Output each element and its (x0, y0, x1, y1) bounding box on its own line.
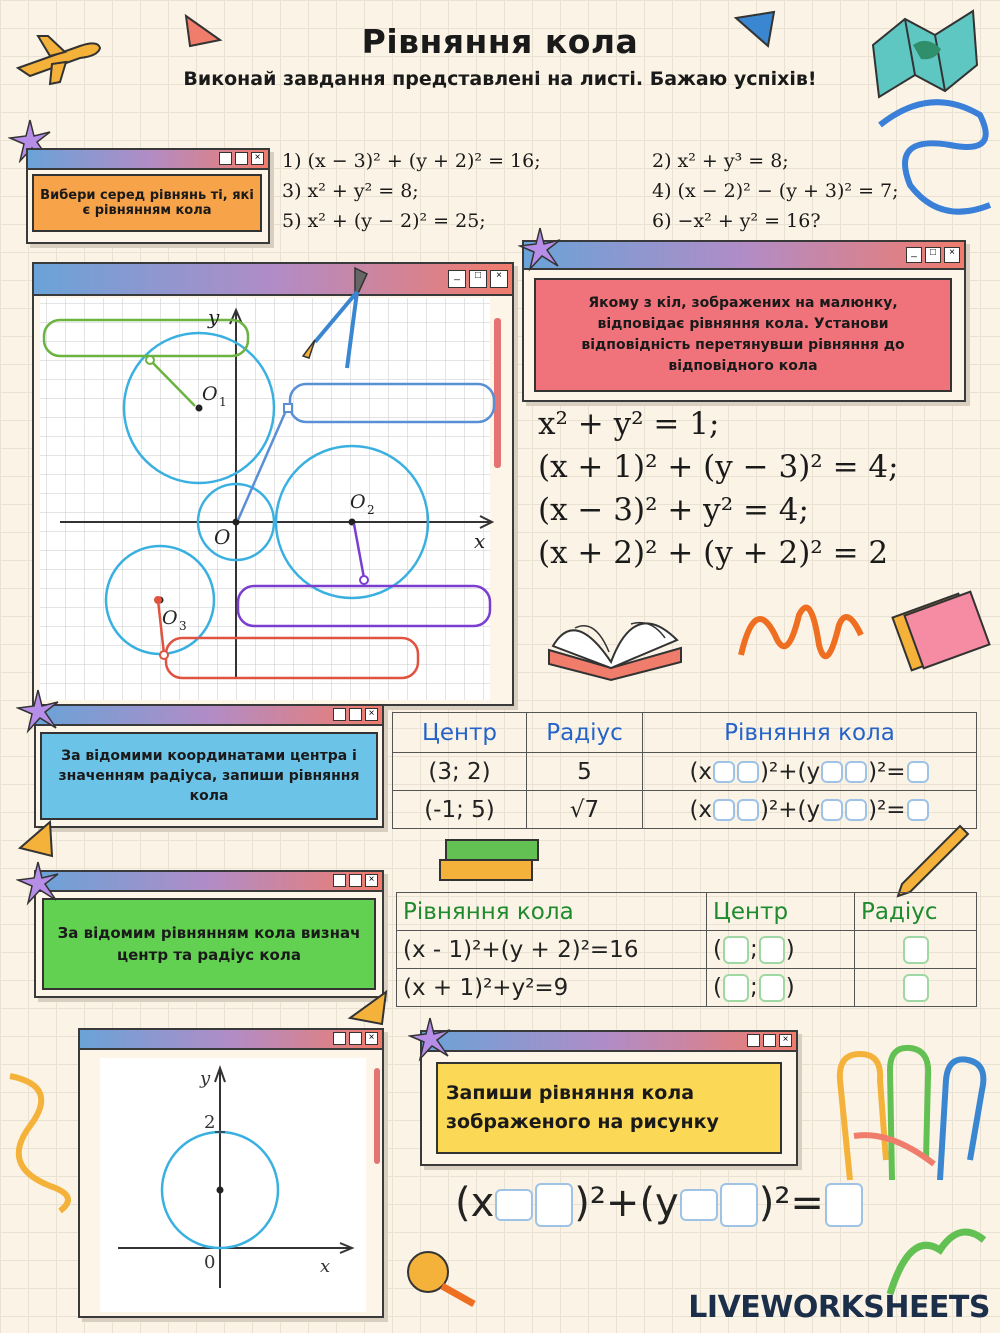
star-icon (16, 860, 62, 906)
task5-graph (100, 1058, 380, 1312)
center-value: (-1; 5) (393, 791, 527, 829)
table-row: (x + 1)²+y²=9 ( ; ) (397, 969, 977, 1007)
brand-logo[interactable]: LIVEWORKSHEETS (688, 1290, 990, 1325)
answer-input[interactable] (903, 936, 929, 964)
task5-equation-template: (x )²+(y )²= (455, 1180, 864, 1227)
equation-template: (x )²+(y )²= (643, 791, 977, 829)
o3-label: O (162, 607, 178, 629)
task1-equation-5[interactable]: 5) x² + (y − 2)² = 25; (282, 210, 486, 232)
compass-icon (295, 262, 385, 372)
page-title: Рівняння кола (361, 22, 639, 61)
star-icon (16, 688, 62, 734)
answer-input[interactable] (821, 799, 843, 821)
task5-prompt-window: × (420, 1030, 798, 1166)
answer-input[interactable] (907, 799, 929, 821)
task2-prompt: Якому з кіл, зображених на малюнку, відповідає рівняння кола. Установи відповідність перетянувши рівняння до відповідного кола (534, 278, 952, 392)
radius-value: √7 (527, 791, 643, 829)
o1-label: O (202, 383, 218, 405)
col-radius-header: Радіус (527, 713, 643, 753)
triangle-icon (346, 988, 390, 1028)
task2-equation-2[interactable]: (x + 1)² + (y − 3)² = 4; (538, 449, 899, 485)
answer-input[interactable] (759, 936, 785, 964)
o3-sub: 3 (179, 619, 187, 633)
scribble-icon (0, 1066, 80, 1216)
o1-sub: 1 (219, 395, 227, 409)
star-icon (408, 1016, 454, 1062)
col-radius-header: Радіус (855, 893, 977, 931)
task1-equation-1[interactable]: 1) (x − 3)² + (y + 2)² = 16; (282, 150, 541, 172)
task3-table (392, 712, 977, 829)
o2-label: O (350, 491, 366, 513)
center-value: (3; 2) (393, 753, 527, 791)
task1-prompt: Вибери серед рівнянь ті, які є рівнянням кола (32, 174, 262, 232)
axis-x-label: x (474, 529, 486, 553)
equation-value: (x - 1)²+(y + 2)²=16 (397, 931, 707, 969)
equation-value: (x + 1)²+y²=9 (397, 969, 707, 1007)
table-row: (x - 1)²+(y + 2)²=16 ( ; ) (397, 931, 977, 969)
task2-equation-4[interactable]: (x + 2)² + (y + 2)² = 2 (538, 535, 889, 571)
answer-input[interactable] (907, 761, 929, 783)
answer-input[interactable] (845, 761, 867, 783)
task5-prompt: Запиши рівняння кола зображеного на рисунку (436, 1062, 782, 1154)
notebooks-icon (890, 588, 995, 673)
scribble-icon (870, 95, 1000, 235)
task1-equation-6[interactable]: 6) −x² + y² = 16? (652, 210, 821, 232)
books-icon (434, 830, 544, 885)
radius-value: 5 (527, 753, 643, 791)
page-subtitle: Виконай завдання представлені на листі. Бажаю успіхів! (183, 68, 817, 90)
answer-input[interactable] (845, 799, 867, 821)
task1-equation-4[interactable]: 4) (x − 2)² − (y + 3)² = 7; (652, 180, 899, 202)
axis-y-label: y (208, 305, 220, 329)
answer-input[interactable] (723, 936, 749, 964)
col-equation-header: Рівняння кола (643, 713, 977, 753)
answer-input[interactable] (713, 799, 735, 821)
scribble-icon (735, 595, 865, 675)
open-book-icon (545, 588, 685, 683)
origin-label: O (214, 525, 231, 549)
task1-window: × (26, 148, 270, 244)
answer-input[interactable] (680, 1189, 718, 1221)
leaf-icon (880, 1220, 990, 1300)
answer-input[interactable] (737, 799, 759, 821)
task2-equation-1[interactable]: x² + y² = 1; (538, 406, 720, 442)
col-center-header: Центр (393, 713, 527, 753)
magnifier-icon (402, 1246, 482, 1312)
task4-table (396, 892, 977, 1007)
triangle-icon (16, 818, 56, 860)
task2-graph-window: _ □ × (32, 262, 514, 706)
tick-y-label: 2 (204, 1112, 216, 1133)
table-row (393, 791, 977, 829)
table-row (393, 753, 977, 791)
task2-equation-3[interactable]: (x − 3)² + y² = 4; (538, 492, 809, 528)
answer-input[interactable] (535, 1183, 573, 1227)
col-center-header: Центр (707, 893, 855, 931)
answer-input[interactable] (495, 1189, 533, 1221)
answer-input[interactable] (720, 1183, 758, 1227)
task5-graph-window: × (78, 1028, 384, 1318)
equation-template: (x )²+(y )²= (643, 753, 977, 791)
task4-window: × (34, 870, 384, 998)
answer-input[interactable] (903, 974, 929, 1002)
answer-input[interactable] (723, 974, 749, 1002)
task3-window: × (34, 704, 384, 828)
task1-equation-3[interactable]: 3) x² + y² = 8; (282, 180, 419, 202)
o2-sub: 2 (367, 503, 375, 517)
paperclip-icon (830, 1040, 1000, 1190)
task2-prompt-window: _ □ × (522, 240, 966, 402)
axis-x-label: x (320, 1256, 331, 1277)
axis-y-label: y (200, 1068, 211, 1089)
answer-input[interactable] (737, 761, 759, 783)
star-icon (518, 226, 564, 272)
origin-label: 0 (204, 1252, 216, 1273)
answer-input[interactable] (759, 974, 785, 1002)
task4-prompt: За відомим рівнянням кола визнач центр та радіус кола (42, 898, 376, 990)
pencil-icon (890, 822, 970, 902)
col-equation-header: Рівняння кола (397, 893, 707, 931)
answer-input[interactable] (821, 761, 843, 783)
task1-equation-2[interactable]: 2) x² + y³ = 8; (652, 150, 789, 172)
task3-prompt: За відомими координатами центра і значенням радіуса, запиши рівняння кола (40, 732, 378, 820)
answer-input[interactable] (713, 761, 735, 783)
task2-graph (40, 298, 506, 700)
